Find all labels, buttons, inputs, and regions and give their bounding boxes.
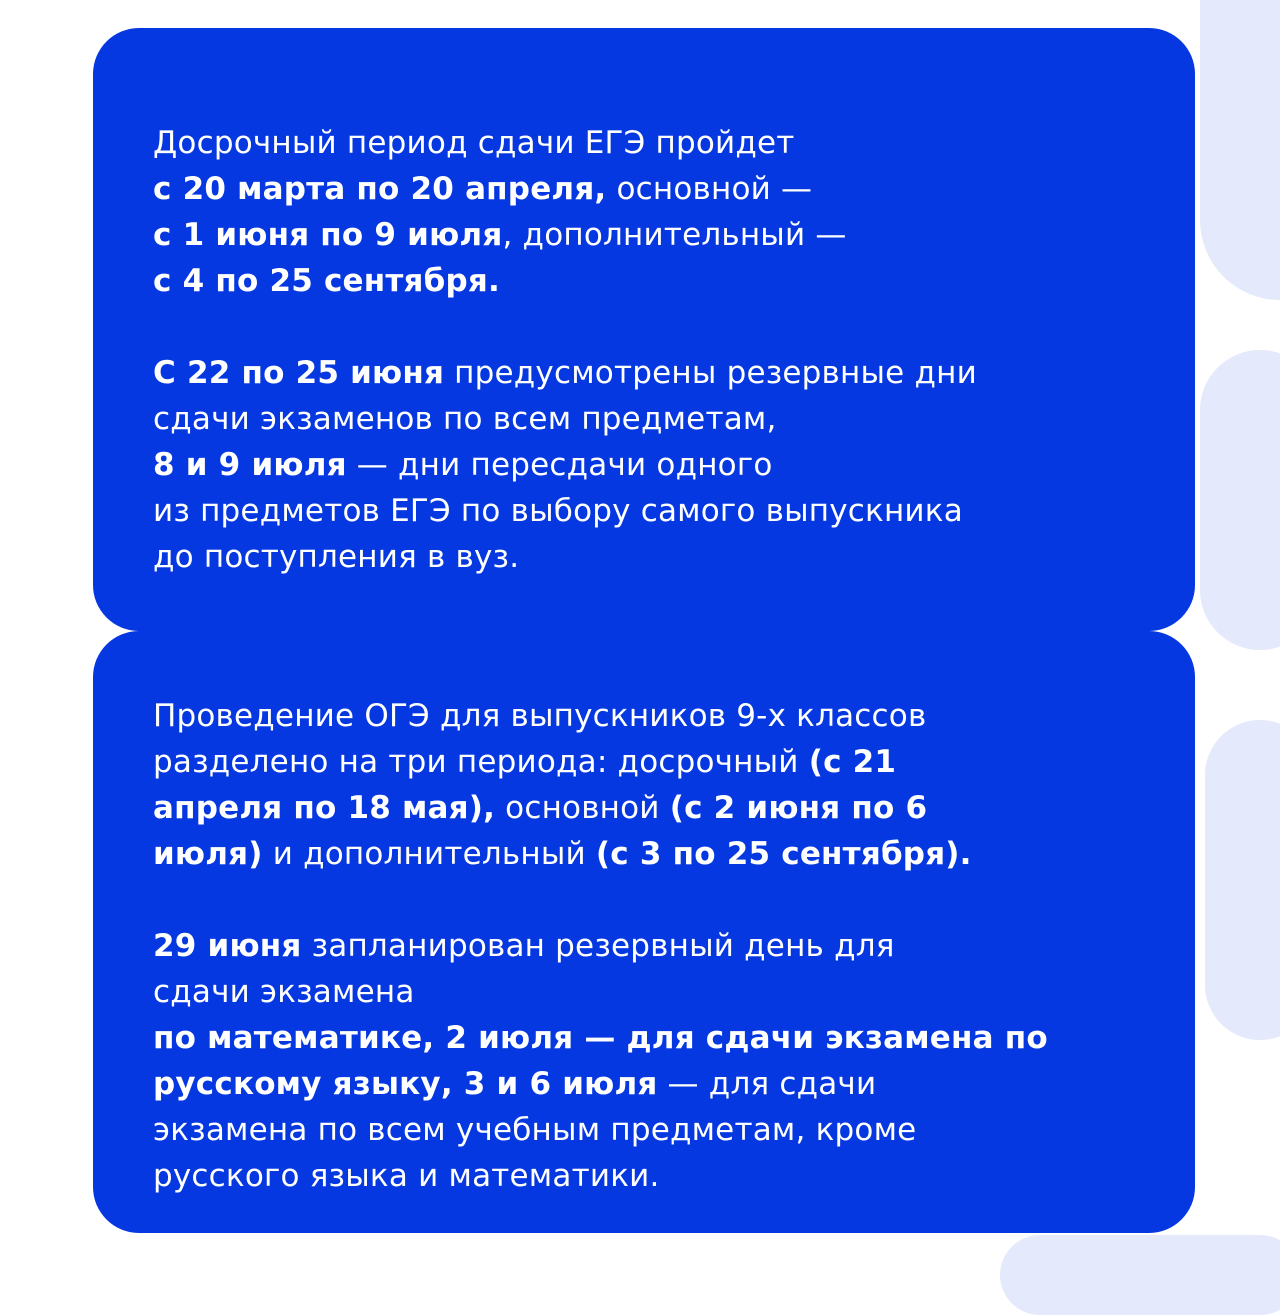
text-run: , дополнительный — bbox=[502, 217, 847, 253]
text-run: Досрочный период сдачи ЕГЭ пройдет bbox=[153, 125, 795, 161]
bold-text-run: с 4 по 25 сентября. bbox=[153, 263, 500, 299]
text-run: русского языка и математики. bbox=[153, 1158, 660, 1194]
bold-text-run: с 20 марта по 20 апреля, bbox=[153, 171, 607, 207]
ege-periods-text bbox=[153, 120, 1195, 304]
bold-text-run: июля) bbox=[153, 836, 263, 872]
background-decoration bbox=[1200, 0, 1280, 300]
bold-text-run: (с 2 июня по 6 bbox=[669, 790, 928, 826]
oge-info-card bbox=[93, 631, 1195, 1233]
text-run: предусмотрены резервные дни bbox=[444, 355, 977, 391]
ege-reserve-days-text bbox=[153, 350, 1195, 580]
background-decoration bbox=[1200, 350, 1280, 650]
oge-periods-text bbox=[153, 693, 1195, 877]
bold-text-run: по математике, 2 июля — для сдачи экзамена по bbox=[153, 1020, 1048, 1056]
text-run: основной — bbox=[606, 171, 813, 207]
oge-reserve-days-text bbox=[153, 923, 1195, 1199]
text-run: Проведение ОГЭ для выпускников 9-х классов bbox=[153, 698, 927, 734]
bold-text-run: (с 21 bbox=[808, 744, 897, 780]
text-run: до поступления в вуз. bbox=[153, 539, 520, 575]
bold-text-run: 29 июня bbox=[153, 928, 302, 964]
text-run: из предметов ЕГЭ по выбору самого выпускника bbox=[153, 493, 963, 529]
text-run: основной bbox=[495, 790, 670, 826]
bold-text-run: русскому языку, 3 и 6 июля bbox=[153, 1066, 658, 1102]
bold-text-run: (с 3 по 25 сентября). bbox=[595, 836, 972, 872]
text-run: — дни пересдачи одного bbox=[346, 447, 773, 483]
text-run: сдачи экзаменов по всем предметам, bbox=[153, 401, 777, 437]
text-run: разделено на три периода: досрочный bbox=[153, 744, 809, 780]
background-decoration bbox=[1000, 1235, 1280, 1315]
bold-text-run: 8 и 9 июля bbox=[153, 447, 347, 483]
text-run: запланирован резервный день для bbox=[301, 928, 895, 964]
bold-text-run: с 1 июня по 9 июля bbox=[153, 217, 503, 253]
text-run: сдачи экзамена bbox=[153, 974, 415, 1010]
bold-text-run: С 22 по 25 июня bbox=[153, 355, 445, 391]
text-run: и дополнительный bbox=[262, 836, 596, 872]
ege-info-card bbox=[93, 28, 1195, 631]
background-decoration bbox=[1205, 720, 1280, 1040]
bold-text-run: апреля по 18 мая), bbox=[153, 790, 496, 826]
text-run: — для сдачи bbox=[657, 1066, 877, 1102]
text-run: экзамена по всем учебным предметам, кроме bbox=[153, 1112, 917, 1148]
